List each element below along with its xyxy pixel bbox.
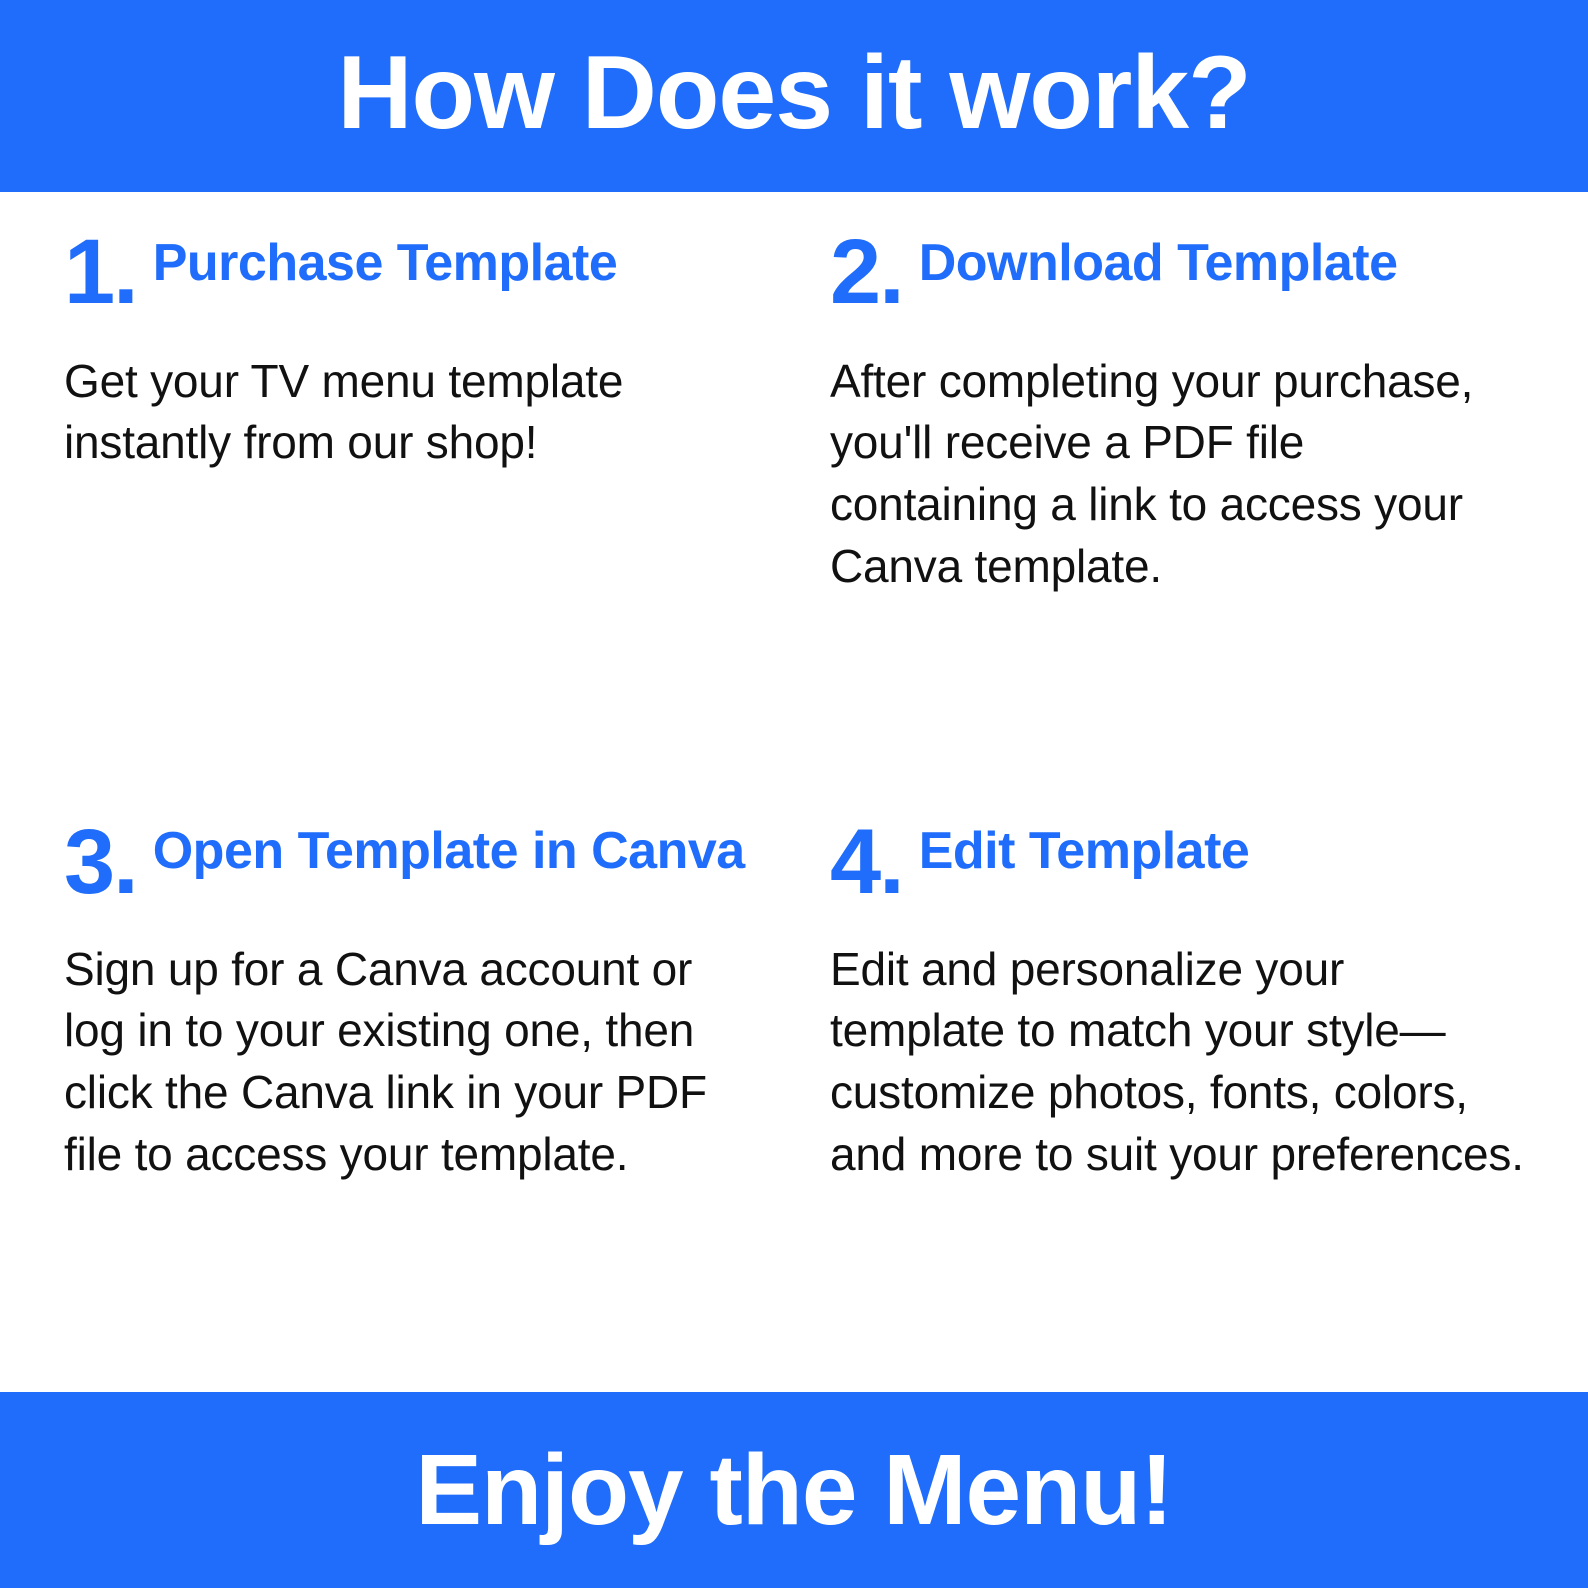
header-banner — [0, 0, 1588, 192]
step-2-heading — [830, 221, 1524, 323]
step-1-number: 1. — [64, 221, 137, 323]
step-2-title: Download Template — [918, 234, 1398, 292]
step-4-heading — [830, 811, 1524, 913]
step-3-description: Sign up for a Canva account or log in to your existing one, then click the Canva link in your PDF file to access your template. — [64, 942, 707, 1180]
step-item-3 — [30, 804, 794, 1392]
step-4-number: 4. — [830, 811, 903, 913]
step-item-2 — [794, 214, 1558, 804]
step-2-description: After completing your purchase, you'll receive a PDF file containing a link to access your Canva template. — [830, 354, 1474, 592]
steps-grid — [0, 192, 1588, 1392]
step-2-number: 2. — [830, 221, 903, 323]
step-item-1 — [30, 214, 794, 804]
step-3-title: Open Template in Canva — [152, 822, 745, 880]
step-1-title: Purchase Template — [152, 234, 618, 292]
page-title: How Does it work? — [337, 35, 1251, 151]
footer-banner — [0, 1392, 1588, 1588]
footer-title: Enjoy the Menu! — [415, 1434, 1173, 1546]
step-4-title: Edit Template — [918, 822, 1250, 880]
step-1-heading — [64, 221, 760, 323]
step-item-4 — [794, 804, 1558, 1392]
step-1-description: Get your TV menu template instantly from our shop! — [64, 354, 624, 469]
step-3-heading — [64, 811, 760, 913]
step-4-description: Edit and personalize your template to match your style—customize photos, fonts, colors, and more to suit your preferences. — [830, 942, 1524, 1180]
step-3-number: 3. — [64, 811, 137, 913]
